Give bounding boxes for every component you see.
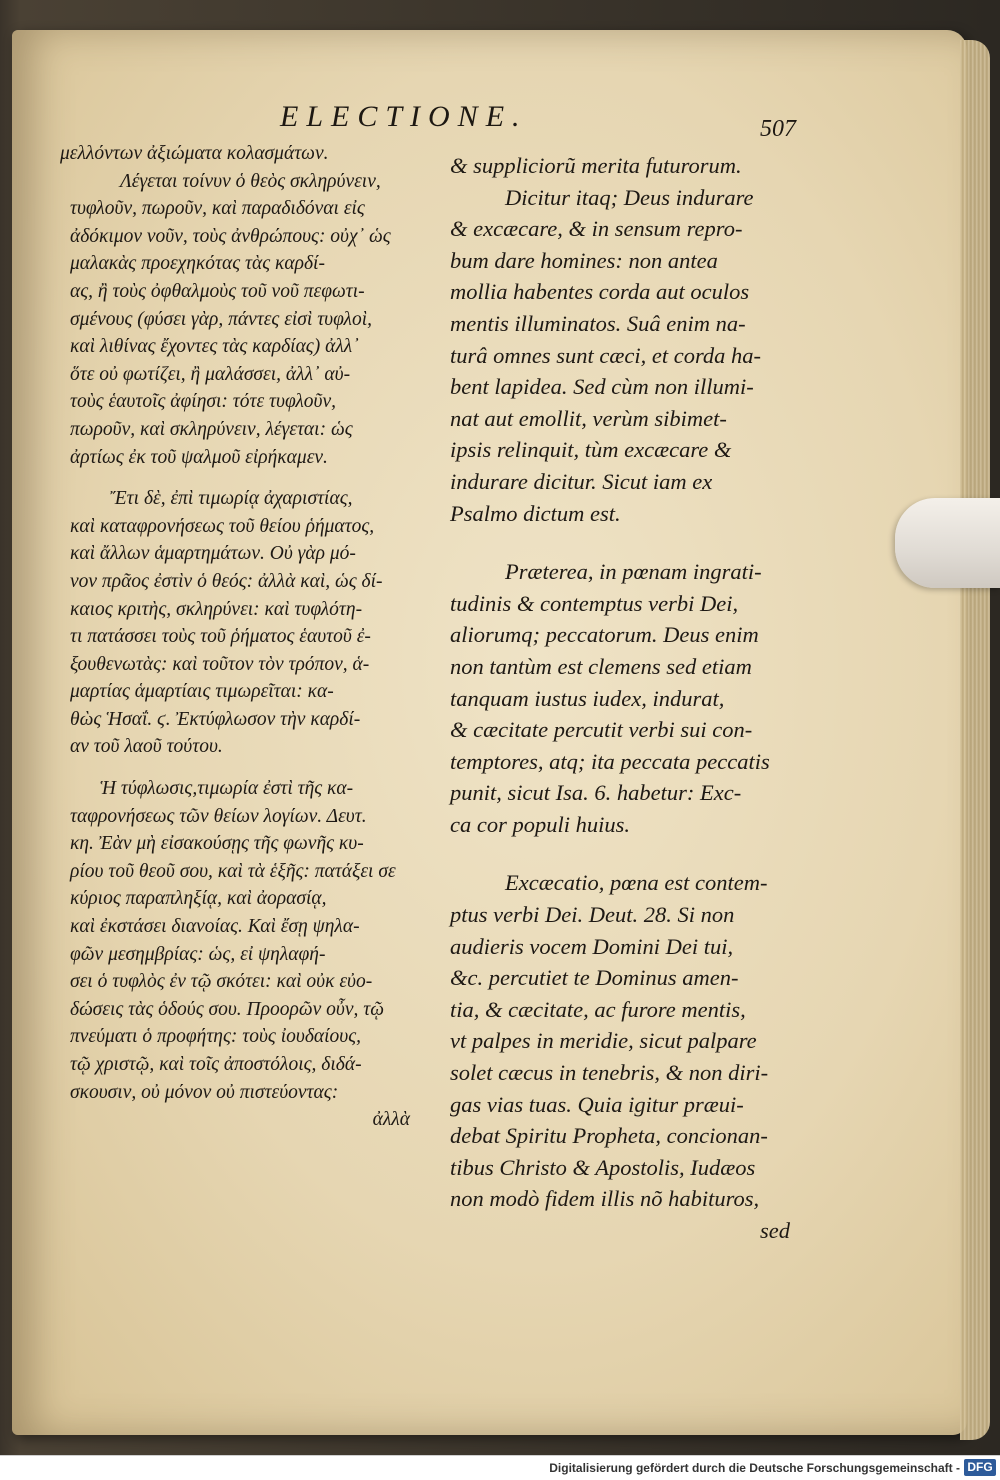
text-line: δώσεις τὰς ὁδούς σου. Προορῶν οὖν, τῷ [70, 998, 384, 1020]
text-line: πνεύματι ὁ προφήτης: τοὺς ἰουδαίους, [70, 1026, 362, 1048]
text-line: τῷ χριστῷ, καὶ τοῖς ἀποστόλοις, διδά- [70, 1054, 362, 1075]
text-line: κύριος παραπληξίᾳ, καὶ ἀορασίᾳ, [70, 888, 327, 910]
text-line: debat Spiritu Propheta, concionan- [450, 1123, 768, 1149]
text-line: ξουθενωτὰς: καὶ τοῦτον τὸν τρόπον, ἁ- [70, 653, 370, 675]
text-line: non modò fidem illis nõ habituros, [450, 1186, 760, 1212]
text-line: φῶν μεσημβρίας: ὡς, εἰ ψηλαφή- [70, 943, 326, 965]
text-line: Psalmo dictum est. [450, 500, 621, 526]
text-line: ἀδόκιμον νοῦν, τοὺς ἀνθρώπους: οὐχ᾽ ὡς [70, 225, 391, 247]
running-title: ELECTIONE. [280, 100, 528, 133]
text-line: τυφλοῦν, πωροῦν, καὶ παραδιδόναι εἰς [70, 198, 365, 220]
text-line: tibus Christo & Apostolis, Iudæos [450, 1154, 756, 1180]
text-line: μαρτίας ἁμαρτίαις τιμωρεῖται: κα- [70, 681, 334, 703]
text-line: νον πρᾶος ἐστὶν ὁ θεός: ἀλλὰ καὶ, ὡς δί- [70, 570, 383, 592]
text-line: κη. Ἐὰν μὴ εἰσακούσῃς τῆς φωνῆς κυ- [70, 833, 364, 855]
catchword: ἀλλὰ [372, 1109, 410, 1131]
text-line: ca cor populi huius. [450, 811, 630, 837]
text-line: καὶ ἐκστάσει διανοίας. Καὶ ἔσῃ ψηλα- [70, 916, 360, 938]
catchword: sed [760, 1218, 790, 1243]
page-number: 507 [760, 116, 796, 142]
text-line: solet cæcus in tenebris, & non diri- [450, 1060, 769, 1086]
text-line: ταφρονήσεως τῶν θείων λογίων. Δευτ. [70, 805, 367, 827]
text-line: indurare dicitur. Sicut iam ex [450, 468, 713, 494]
text-line: καὶ ἄλλων ἁμαρτημάτων. Οὐ γὰρ μό- [70, 543, 356, 565]
text-line: ἀρτίως ἐκ τοῦ ψαλμοῦ εἰρήκαμεν. [70, 446, 328, 468]
text-line: tudinis & contemptus verbi Dei, [450, 590, 739, 616]
funding-note: Digitalisierung gefördert durch die Deutsche Forschungsgemeinschaft - [549, 1461, 960, 1475]
text-line: σει ὁ τυφλὸς ἐν τῷ σκότει: καὶ οὐκ εὐο- [70, 971, 373, 993]
text-line: Ἡ τύφλωσις,τιμωρία ἐστὶ τῆς κα- [100, 778, 354, 800]
text-line: & suppliciorũ merita futurorum. [450, 153, 742, 178]
text-line: Præterea, in pœnam ingrati- [505, 559, 762, 585]
text-line: ας, ἢ τοὺς ὀφθαλμοὺς τοῦ νοῦ πεφωτι- [70, 280, 365, 302]
text-line: mollia habentes corda aut oculos [450, 279, 750, 305]
text-line: καὶ λιθίνας ἔχοντες τὰς καρδίας) ἀλλ᾽ [70, 336, 359, 358]
page-clip [895, 498, 1000, 588]
text-line: audieris vocem Domini Dei tui, [450, 933, 734, 959]
text-line: θὼς Ἡσαΐ. ϛ. Ἐκτύφλωσον τὴν καρδί- [70, 708, 361, 730]
text-line: τοὺς ἑαυτοῖς ἀφίησι: τότε τυφλοῦν, [70, 391, 337, 413]
text-line: turâ omnes sunt cæci, et corda ha- [450, 342, 762, 368]
text-line: σμένους (φύσει γὰρ, πάντες εἰσὶ τυφλοὶ, [70, 308, 373, 330]
text-line: ὅτε οὐ φωτίζει, ἢ μαλάσσει, ἀλλ᾽ αὐ- [70, 363, 351, 385]
text-line: Λέγεται τοίνυν ὁ θεὸς σκληρύνειν, [120, 170, 381, 192]
text-line: Ἔτι δὲ, ἐπὶ τιμωρίᾳ ἀχαριστίας, [110, 488, 353, 510]
text-line: μαλακὰς προεχηκότας τὰς καρδί- [70, 253, 325, 275]
page-edges [960, 40, 990, 1440]
text-line: Dicitur itaq; Deus indurare [505, 184, 754, 210]
text-line: temptores, atq; ita peccata peccatis [450, 748, 770, 774]
text-line: ρίου τοῦ θεοῦ σου, καὶ τὰ ἑξῆς: πατάξει σε [70, 860, 396, 882]
text-line: punit, sicut Isa. 6. habetur: Exc- [450, 780, 742, 806]
text-line: tia, & cæcitate, ac furore mentis, [450, 996, 746, 1022]
latin-column [450, 150, 820, 1247]
text-line: τι πατάσσει τοὺς τοῦ ῥήματος ἑαυτοῦ ἐ- [70, 626, 371, 648]
digitization-footer [0, 1455, 1000, 1480]
text-line: gas vias tuas. Quia igitur præui- [450, 1091, 744, 1117]
text-line: nat aut emollit, verùm sibimet- [450, 405, 727, 431]
greek-column [60, 140, 430, 1134]
text-line: & cæcitate percutit verbi sui con- [450, 717, 753, 743]
text-line: & excæcare, & in sensum repro- [450, 216, 743, 242]
text-line: tanquam iustus iudex, indurat, [450, 685, 725, 711]
text-line: ptus verbi Dei. Deut. 28. Si non [450, 902, 735, 928]
text-line: bum dare homines: non antea [450, 247, 718, 273]
text-line: καιος κριτὴς, σκληρύνει: καὶ τυφλότη- [70, 598, 363, 620]
text-line: ipsis relinquit, tùm excæcare & [450, 437, 732, 463]
text-line: Excæcatio, pœna est contem- [505, 870, 768, 896]
text-line: πωροῦν, καὶ σκληρύνειν, λέγεται: ὡς [70, 418, 353, 440]
text-line: non tantùm est clemens sed etiam [450, 653, 752, 679]
dfg-logo: DFG [964, 1459, 996, 1476]
text-line: vt palpes in meridie, sicut palpare [450, 1028, 757, 1054]
text-line: mentis illuminatos. Suâ enim na- [450, 310, 746, 336]
text-line: σκουσιν, οὐ μόνον οὐ πιστεύοντας: [70, 1081, 339, 1103]
text-line: bent lapidea. Sed cùm non illumi- [450, 374, 754, 400]
text-line: μελλόντων ἀξιώματα κολασμάτων. [60, 143, 329, 164]
text-line: aliorumq; peccatorum. Deus enim [450, 622, 759, 648]
text-line: αν τοῦ λαοῦ τούτου. [70, 736, 223, 758]
text-line: καὶ καταφρονήσεως τοῦ θείου ῥήματος, [70, 515, 375, 537]
text-line: &c. percutiet te Dominus amen- [450, 965, 739, 991]
